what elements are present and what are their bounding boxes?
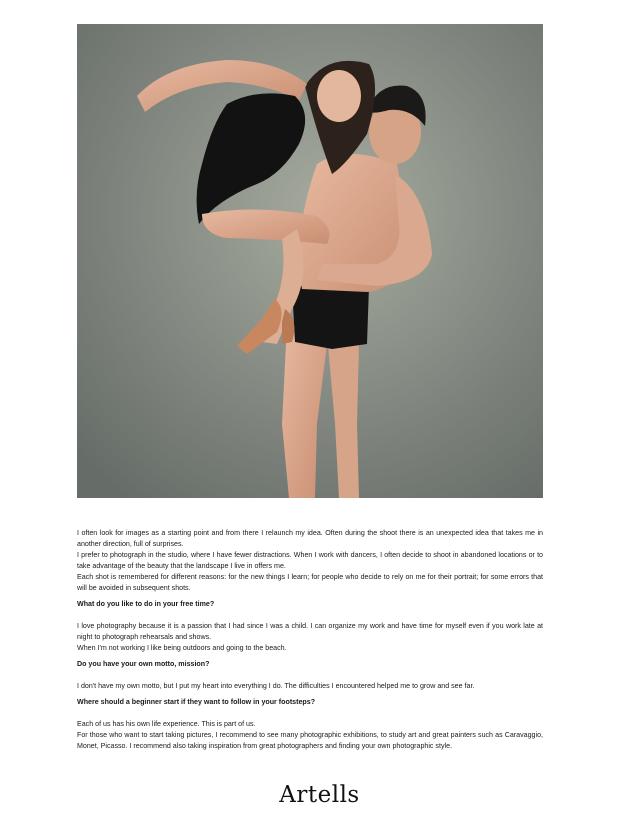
answer-motto-1: I don't have my own motto, but I put my heart into everything I do. The difficulties I encountered helped me to grow and see far. [77, 682, 475, 690]
question-motto: Do you have your own motto, mission? [77, 660, 210, 668]
answer-beginner-2: For those who want to start taking pictures, I recommend to see many photographic exhibitions, to study art and great painters such as Caravaggio, Monet, Picasso. I recommend also taking inspiration from great photographers and finding your own photographic style. [77, 731, 543, 750]
question-beginner: Where should a beginner start if they want to follow in your footsteps? [77, 698, 316, 706]
dancers-photo-art [77, 24, 543, 498]
answer-free-time-2: When I'm not working I like being outdoors and going to the beach. [77, 644, 287, 652]
dancers-photo [77, 24, 543, 498]
brand-logo: Artells [279, 782, 360, 808]
intro-paragraph-3: Each shot is remembered for different reasons: for the new things I learn; for people who decide to rely on me for their portrait; for some errors that will be avoided in subsequent shots. [77, 573, 543, 592]
answer-beginner-1: Each of us has his own life experience. This is part of us. [77, 720, 256, 728]
intro-paragraph-2: I prefer to photograph in the studio, where I have fewer distractions. When I work with dancers, I often decide to shoot in abandoned locations or to take advantage of the beauty that the landscape I live in offers me. [77, 551, 543, 570]
article-body [77, 528, 543, 752]
question-free-time: What do you like to do in your free time? [77, 600, 215, 608]
answer-free-time-1: I love photography because it is a passion that I had since I was a child. I can organize my work and have time for myself even if you work late at night to photograph rehearsals and shows. [77, 622, 543, 641]
intro-paragraph-1: I often look for images as a starting point and from there I relaunch my idea. Often during the shoot there is an unexpected idea that takes me in another direction, full of surprises. [77, 529, 543, 548]
